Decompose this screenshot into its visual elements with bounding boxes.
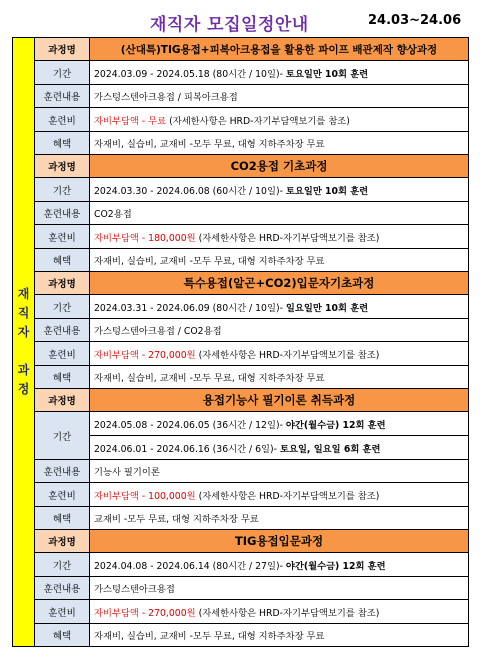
period-row [13, 295, 469, 319]
period-schedule: 토요일만 10회 훈련 [285, 68, 369, 80]
content-value: 가스텅스텐아크용접 / 피복아크용접 [90, 85, 469, 108]
period-label: 기간 [35, 178, 90, 202]
content-row [13, 577, 469, 600]
period-dates: 2024.03.30 - 2024.06.08 (60시간 / 10일)- [94, 185, 286, 197]
fee-amount: 자비부담액 - 270,000원 [94, 607, 196, 619]
content-value: CO2용접 [90, 202, 469, 225]
period-label: 기간 [35, 61, 90, 85]
period-value [90, 295, 469, 319]
benefit-value: 자재비, 실습비, 교재비 -모두 무료, 대형 지하주차장 무료 [90, 249, 469, 272]
period-row [13, 553, 469, 577]
benefit-row [13, 249, 469, 272]
course-name: 용접기능사 필기이론 취득과정 [90, 389, 469, 412]
period-dates: 2024.06.01 - 2024.06.16 (36시간 / 6일)- [94, 443, 280, 455]
fee-amount: 자비부담액 - 무료 [94, 115, 167, 127]
fee-label: 훈련비 [35, 108, 90, 132]
content-value: 가스텅스텐아크용접 [90, 577, 469, 600]
period-row [13, 412, 469, 436]
period-dates: 2024.03.31 - 2024.06.09 (80시간 / 10일)- [94, 302, 286, 314]
fee-note: (자세한사항은 HRD-자기부담액보기를 참조) [195, 349, 380, 361]
fee-value [90, 483, 469, 507]
page-title: 재직자 모집일정안내 [150, 15, 309, 35]
course-row [13, 530, 469, 553]
content-label: 훈련내용 [35, 319, 90, 342]
benefit-value: 자재비, 실습비, 교재비 -모두 무료, 대형 지하주차장 무료 [90, 132, 469, 155]
period-schedule: 토요일만 10회 훈련 [285, 185, 369, 197]
course-name: CO2용접 기초과정 [90, 155, 469, 178]
fee-amount: 자비부담액 - 180,000원 [94, 232, 196, 244]
fee-row [13, 483, 469, 507]
fee-label: 훈련비 [35, 600, 90, 624]
fee-label: 훈련비 [35, 483, 90, 507]
benefit-label: 혜택 [35, 249, 90, 272]
content-label: 훈련내용 [35, 202, 90, 225]
period-dates: 2024.03.09 - 2024.05.18 (80시간 / 10일)- [94, 68, 286, 80]
content-row [13, 460, 469, 483]
benefit-row [13, 507, 469, 530]
content-label: 훈련내용 [35, 85, 90, 108]
fee-value [90, 600, 469, 624]
fee-note: (자세한사항은 HRD-자기부담액보기를 참조) [195, 607, 380, 619]
period-schedule: 야간(월수금) 12회 훈련 [285, 560, 386, 572]
period-schedule: 야간(월수금) 12회 훈련 [285, 419, 386, 431]
recruit-period: 24.03~24.06 [368, 13, 462, 28]
course-row [13, 272, 469, 295]
schedule-table [12, 37, 469, 647]
period-schedule: 토요일, 일요일 6회 훈련 [279, 443, 381, 455]
fee-note: (자세한사항은 HRD-자기부담액보기를 참조) [166, 115, 350, 127]
period-label: 기간 [35, 412, 90, 460]
period-value [90, 178, 469, 202]
period-dates: 2024.05.08 - 2024.06.05 (36시간 / 12일)- [94, 419, 286, 431]
content-value: 가스텅스텐아크용접 / CO2용접 [90, 319, 469, 342]
side-label-char: 직 [17, 306, 30, 320]
content-value: 기능사 필기이론 [90, 460, 469, 483]
benefit-row [13, 366, 469, 389]
fee-row [13, 342, 469, 366]
fee-row [13, 108, 469, 132]
course-name-label: 과정명 [35, 530, 90, 553]
side-label-char: 정 [17, 382, 30, 396]
period-row [13, 61, 469, 85]
course-name-label: 과정명 [35, 272, 90, 295]
course-name-label: 과정명 [35, 155, 90, 178]
course-name: (산대특)TIG용접+피복아크용접을 활용한 파이프 배관제작 향상과정 [90, 38, 469, 61]
header [0, 6, 480, 34]
fee-note: (자세한사항은 HRD-자기부담액보기를 참조) [195, 490, 380, 502]
side-label-char: 자 [17, 325, 30, 339]
fee-value [90, 108, 469, 132]
fee-amount: 자비부담액 - 100,000원 [94, 490, 196, 502]
course-row [13, 155, 469, 178]
period-value [90, 61, 469, 85]
course-row [13, 389, 469, 412]
side-label-char: 과 [17, 363, 30, 377]
content-row [13, 202, 469, 225]
benefit-value: 교재비 -모두 무료, 대형 지하주차장 무료 [90, 507, 469, 530]
course-name: TIG용접입문과정 [90, 530, 469, 553]
fee-amount: 자비부담액 - 270,000원 [94, 349, 196, 361]
benefit-label: 혜택 [35, 507, 90, 530]
fee-value [90, 225, 469, 249]
course-name: 특수용접(알곤+CO2)입문자기초과정 [90, 272, 469, 295]
fee-label: 훈련비 [35, 342, 90, 366]
period-value [90, 553, 469, 577]
fee-row [13, 600, 469, 624]
side-label-char [17, 342, 30, 361]
course-name-label: 과정명 [35, 389, 90, 412]
benefit-row [13, 624, 469, 647]
fee-value [90, 342, 469, 366]
fee-note: (자세한사항은 HRD-자기부담액보기를 참조) [195, 232, 380, 244]
period-dates: 2024.04.08 - 2024.06.14 (80시간 / 27일)- [94, 560, 286, 572]
benefit-label: 혜택 [35, 624, 90, 647]
period-value [90, 412, 469, 436]
benefit-label: 혜택 [35, 132, 90, 155]
side-label [13, 38, 35, 647]
content-row [13, 319, 469, 342]
benefit-row [13, 132, 469, 155]
content-label: 훈련내용 [35, 460, 90, 483]
period-value [90, 436, 469, 460]
fee-label: 훈련비 [35, 225, 90, 249]
content-label: 훈련내용 [35, 577, 90, 600]
course-name-label: 과정명 [35, 38, 90, 61]
benefit-value: 자재비, 실습비, 교재비 -모두 무료, 대형 지하주차장 무료 [90, 624, 469, 647]
period-label: 기간 [35, 295, 90, 319]
period-row [13, 178, 469, 202]
period-label: 기간 [35, 553, 90, 577]
course-row [13, 38, 469, 61]
benefit-label: 혜택 [35, 366, 90, 389]
side-label-char: 재 [17, 287, 30, 301]
content-row [13, 85, 469, 108]
benefit-value: 자재비, 실습비, 교재비 -모두 무료, 대형 지하주차장 무료 [90, 366, 469, 389]
fee-row [13, 225, 469, 249]
period-schedule: 일요일만 10회 훈련 [285, 302, 369, 314]
